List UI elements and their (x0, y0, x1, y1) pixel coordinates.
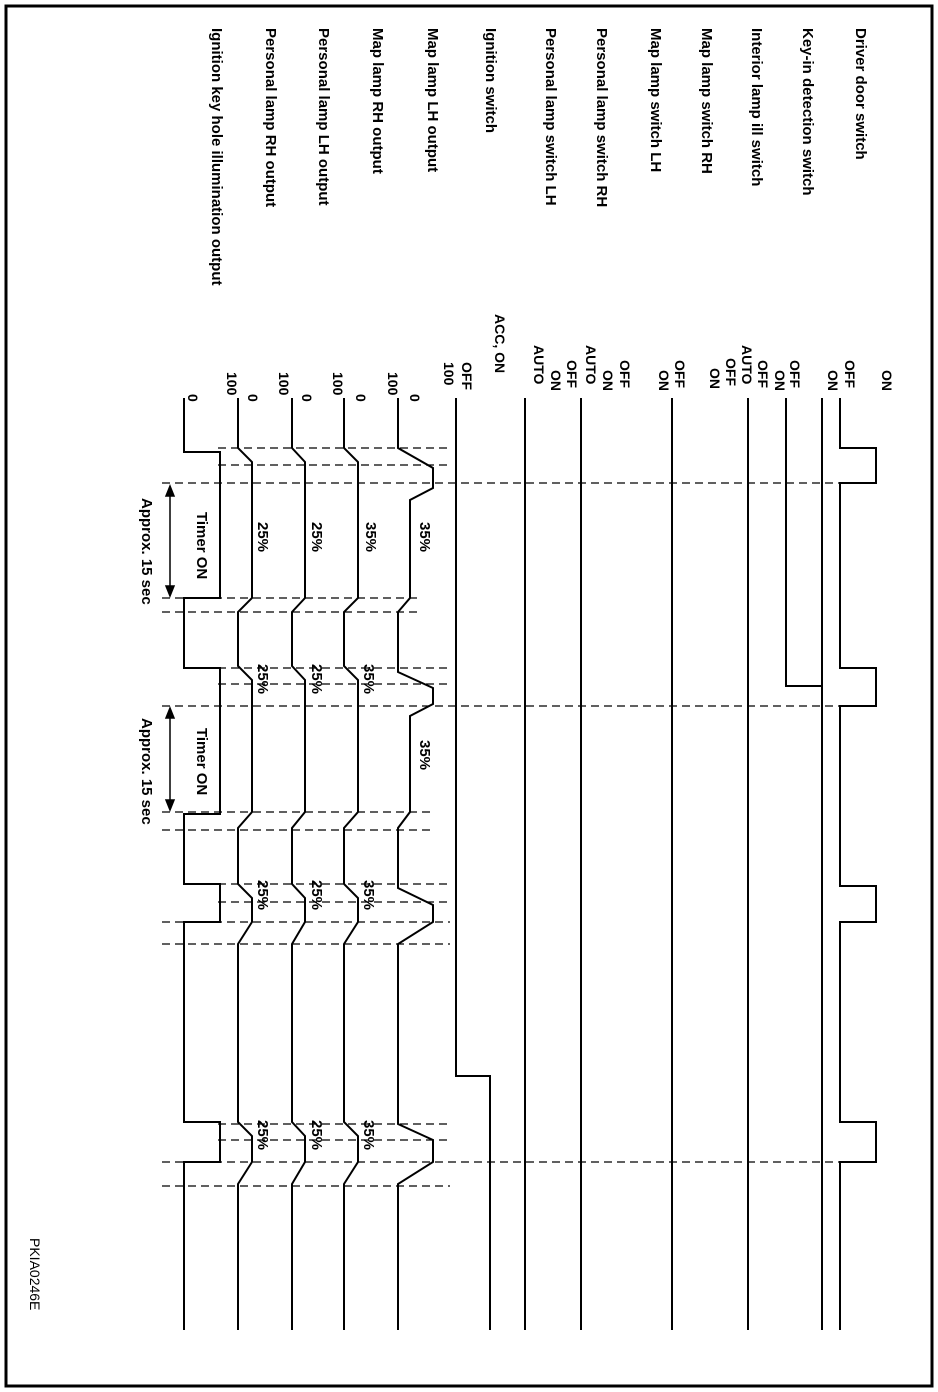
timer-arrow-1-head-bottom (166, 586, 174, 596)
level-personal-lh-on: ON (548, 370, 564, 391)
timer-arrow-2-head-top (166, 708, 174, 718)
figure-id: PKIA0246E (27, 1238, 43, 1311)
level-personal-rh-on: ON (600, 370, 616, 391)
timer-arrow-1-head-top (166, 486, 174, 496)
wave-driver-door (840, 398, 876, 1330)
pct-personal-rh-2: 25% (254, 664, 271, 695)
label-map-lamp-rh-output: Map lamp RH output (369, 28, 386, 174)
level-map-rh-off: OFF (723, 358, 739, 386)
pct-map-rh-2: 35% (360, 664, 377, 695)
level-map-lh-0: 0 (407, 394, 423, 402)
label-personal-lamp-lh-output: Personal lamp LH output (315, 28, 332, 206)
level-ignition-acc-on: ACC, ON (492, 314, 508, 374)
label-interior-lamp-ill-switch: Interior lamp ill switch (748, 28, 765, 187)
pct-personal-rh-1: 25% (254, 522, 271, 553)
level-personal-lh-auto: AUTO (531, 345, 547, 385)
level-interior-on: ON (772, 370, 788, 391)
pct-map-rh-1: 35% (362, 522, 379, 553)
wave-interior-lamp (786, 398, 822, 706)
wave-personal-lh-output (292, 398, 305, 1330)
level-personal-lh-100: 100 (330, 372, 346, 396)
timer-arrow-2-head-bottom (166, 800, 174, 810)
label-map-lamp-lh-output: Map lamp LH output (424, 28, 441, 173)
level-key-in-off: OFF (787, 360, 803, 388)
label-map-lamp-switch-lh: Map lamp switch LH (647, 28, 664, 173)
timer-on-1: Timer ON (193, 512, 210, 580)
label-ignition-key-hole-output: Ignition key hole illumination output (208, 28, 225, 286)
level-labels (185, 314, 895, 402)
pct-map-rh-3: 35% (360, 880, 377, 911)
pct-personal-lh-4: 25% (308, 1120, 325, 1151)
label-key-in-detection-switch: Key-in detection switch (799, 28, 816, 196)
label-personal-lamp-switch-lh: Personal lamp switch LH (542, 28, 559, 206)
level-personal-lh-0: 0 (299, 394, 315, 402)
level-interior-off: OFF (755, 360, 771, 388)
label-driver-door-switch: Driver door switch (852, 28, 869, 160)
label-personal-lamp-rh-output: Personal lamp RH output (262, 28, 279, 208)
approx-1: Approx. 15 sec (138, 498, 155, 605)
timer-arrows (166, 486, 174, 810)
level-map-rh-auto: AUTO (739, 345, 755, 385)
level-map-lh-off: OFF (672, 360, 688, 388)
signal-labels (208, 28, 869, 285)
level-keyhole-0: 0 (185, 394, 201, 402)
level-ignition-off: OFF (459, 362, 475, 390)
annotations (138, 498, 433, 1150)
pct-map-lh-2: 35% (416, 740, 433, 771)
level-personal-rh-auto: AUTO (583, 345, 599, 385)
level-personal-lh-off: OFF (564, 360, 580, 388)
pct-personal-lh-1: 25% (308, 522, 325, 553)
wave-personal-rh-output (238, 398, 252, 1330)
pct-personal-rh-3: 25% (254, 880, 271, 911)
level-map-rh-0: 0 (353, 394, 369, 402)
pct-personal-lh-2: 25% (308, 664, 325, 695)
approx-2: Approx. 15 sec (138, 718, 155, 825)
level-map-lh-100: 100 (441, 362, 457, 386)
level-key-in-on: ON (825, 370, 841, 391)
pct-personal-lh-3: 25% (308, 880, 325, 911)
wave-map-rh-output (344, 398, 358, 1330)
level-map-lh-on: ON (656, 370, 672, 391)
label-ignition-switch: Ignition switch (482, 28, 499, 133)
level-personal-rh-0: 0 (245, 394, 261, 402)
label-personal-lamp-switch-rh: Personal lamp switch RH (593, 28, 610, 208)
level-driver-door-off: OFF (842, 360, 858, 388)
level-map-rh-on: ON (707, 368, 723, 389)
level-keyhole-100: 100 (224, 372, 240, 396)
switch-waveforms (456, 398, 876, 1330)
level-map-rh-100: 100 (385, 372, 401, 396)
wave-ignition (456, 398, 490, 1330)
timer-on-2: Timer ON (193, 728, 210, 796)
timing-reference-lines (162, 448, 840, 1186)
pct-personal-rh-4: 25% (254, 1120, 271, 1151)
level-driver-door-on: ON (879, 370, 895, 391)
level-personal-rh-100: 100 (276, 372, 292, 396)
level-personal-rh-off: OFF (617, 360, 633, 388)
diagram-border (6, 6, 932, 1386)
pct-map-lh-1: 35% (416, 522, 433, 553)
label-map-lamp-switch-rh: Map lamp switch RH (698, 28, 715, 174)
pct-map-rh-4: 35% (360, 1120, 377, 1151)
